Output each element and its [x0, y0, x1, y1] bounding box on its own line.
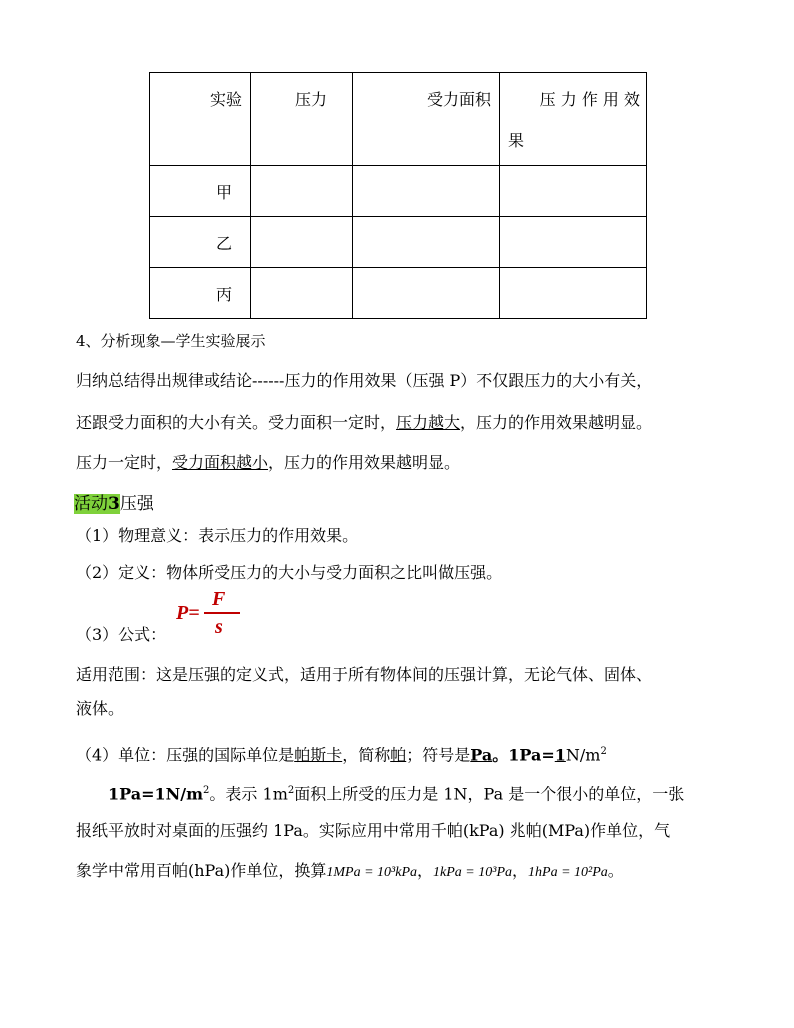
unit-line: （4）单位：压强的国际单位是帕斯卡，简称帕；符号是Pa。$1Pa=1N/m^2$ — [76, 745, 607, 765]
table-row — [150, 217, 647, 268]
analysis-line-3: 压力一定时，受力面积越小，压力的作用效果越明显。 — [76, 453, 461, 472]
table-cell — [251, 166, 353, 217]
conversion-eq-3: 1hPa = 10²Pa — [528, 865, 608, 880]
table-cell — [353, 217, 500, 268]
underlined-answer: 受力面积越小 — [172, 453, 269, 472]
header-cell-effect: 压 力 作 用 效 果 — [500, 73, 647, 166]
table-row — [150, 166, 647, 217]
row-label-yi: 乙 — [150, 217, 251, 268]
scope-line-1: 适用范围：这是压强的定义式，适用于所有物体间的压强计算，无论气体、固体、 — [76, 665, 653, 684]
formula-denominator: s — [215, 616, 223, 638]
table-cell — [500, 166, 647, 217]
table-cell — [500, 268, 647, 319]
paragraph-line-1: $1Pa=1N/m^2$。表示 $1m^2$面积上所受的压力是 1N，Pa 是一个很小的单位，一张 — [108, 784, 685, 804]
activity-item-3: （3）公式： — [76, 625, 167, 644]
table-cell — [353, 166, 500, 217]
underlined-answer: 压力越大 — [396, 413, 461, 432]
header-cell-pressure: 压力 — [251, 73, 353, 166]
table-cell — [251, 268, 353, 319]
paragraph-line-2: 报纸平放时对桌面的压强约 1Pa。实际应用中常用千帕(kPa) 兆帕(MPa)作单位，气 — [76, 821, 671, 840]
table-row — [150, 268, 647, 319]
scope-line-2: 液体。 — [76, 699, 125, 718]
activity-heading: 活动3压强 — [74, 494, 154, 514]
conversion-eq-1: 1MPa = 10³kPa — [326, 865, 418, 880]
table-cell — [500, 217, 647, 268]
formula-numerator: F — [212, 588, 226, 610]
experiment-table — [149, 72, 647, 319]
header-cell-area: 受力面积 — [353, 73, 500, 166]
activity-tag: 活动 — [74, 494, 108, 514]
formula-lhs: P= — [176, 602, 200, 624]
analysis-line-2: 还跟受力面积的大小有关。受力面积一定时，压力越大，压力的作用效果越明显。 — [76, 413, 653, 432]
table-cell — [251, 217, 353, 268]
table-cell — [353, 268, 500, 319]
table-header-row — [150, 73, 647, 166]
row-label-bing: 丙 — [150, 268, 251, 319]
analysis-line-1: 归纳总结得出规律或结论------压力的作用效果（压强 P）不仅跟压力的大小有关， — [76, 371, 653, 390]
paragraph-line-3: 象学中常用百帕(hPa)作单位，换算1MPa = 10³kPa，1kPa = 10³Pa，1hPa = 10²Pa。 — [76, 861, 624, 880]
activity-item-2: （2）定义：物体所受压力的大小与受力面积之比叫做压强。 — [76, 563, 503, 582]
analysis-heading: 4、分析现象—学生实验展示 — [76, 332, 266, 350]
activity-item-1: （1）物理意义：表示压力的作用效果。 — [76, 526, 359, 545]
conversion-eq-2: 1kPa = 10³Pa — [433, 865, 512, 880]
formula-fraction-bar — [204, 612, 240, 614]
header-cell-experiment: 实验 — [150, 73, 251, 166]
row-label-jia: 甲 — [150, 166, 251, 217]
